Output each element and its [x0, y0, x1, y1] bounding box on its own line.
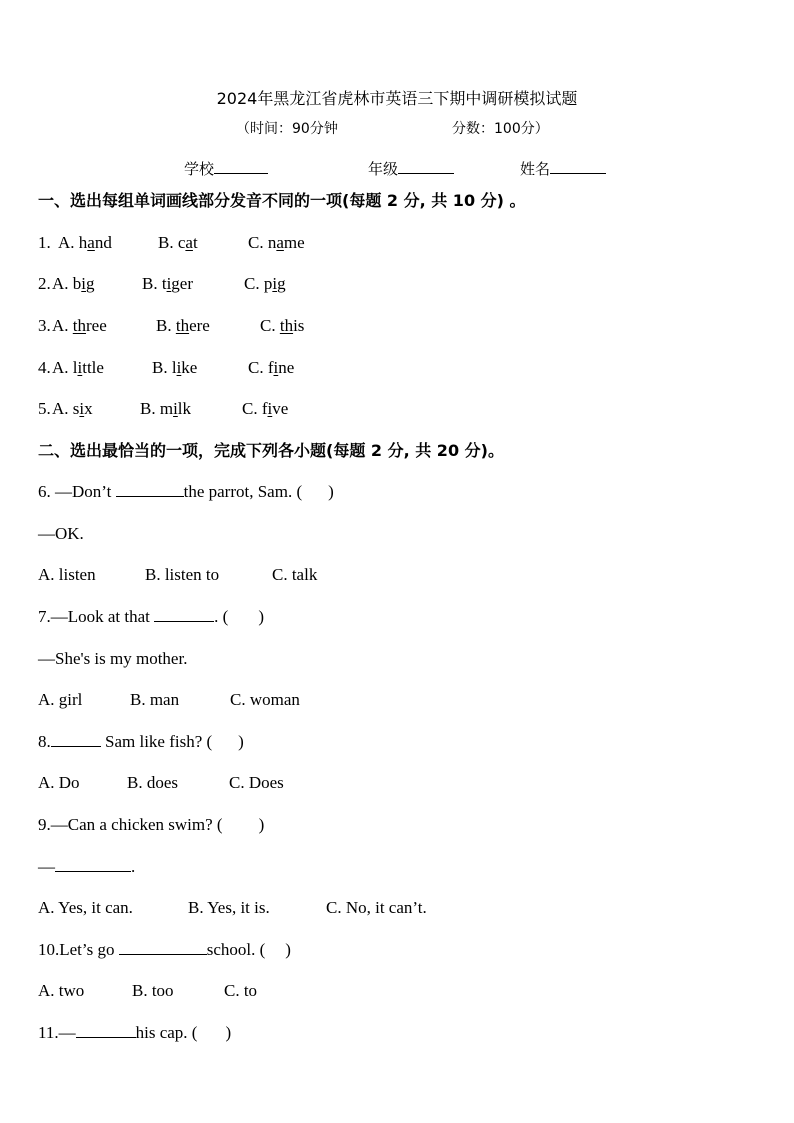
- question-2: [38, 273, 286, 295]
- question-8: 8. Sam like fish? ( ): [38, 732, 244, 751]
- question-number: 1.: [38, 233, 51, 252]
- grade-label: 年级: [368, 160, 399, 178]
- option-b[interactable]: B. does: [127, 773, 178, 792]
- grade-field[interactable]: [368, 158, 454, 179]
- option-b[interactable]: B. milk: [140, 399, 192, 418]
- option-c[interactable]: C. to: [224, 981, 258, 1000]
- option-b[interactable]: B. man: [130, 690, 180, 709]
- question-stem: 7.—Look at that: [38, 607, 155, 626]
- question-6: 6. —Don’t the parrot, Sam. ( ): [38, 482, 334, 501]
- answer-blank[interactable]: [55, 857, 131, 872]
- name-field[interactable]: [520, 158, 606, 179]
- question-number: 4.: [38, 358, 51, 377]
- option-a[interactable]: A. big: [52, 274, 95, 293]
- answer-blank[interactable]: [119, 940, 207, 955]
- question-6-reply: —OK.: [38, 524, 84, 543]
- question-10: 10.Let’s go school. ( ): [38, 940, 291, 959]
- option-c[interactable]: C. five: [242, 399, 289, 418]
- option-a[interactable]: A. two: [38, 981, 85, 1000]
- option-a[interactable]: A. girl: [38, 690, 83, 709]
- option-a[interactable]: A. listen: [38, 565, 96, 584]
- option-b[interactable]: B. listen to: [145, 565, 220, 584]
- option-a[interactable]: A. Do: [38, 773, 80, 792]
- option-c[interactable]: C. No, it can’t.: [326, 898, 427, 917]
- question-9-reply: — .: [38, 857, 136, 876]
- answer-blank[interactable]: [51, 732, 101, 747]
- question-1: [38, 232, 305, 254]
- question-number: 3.: [38, 316, 51, 335]
- option-a[interactable]: A. Yes, it can.: [38, 898, 133, 917]
- option-a[interactable]: A. six: [52, 399, 93, 418]
- grade-blank[interactable]: [398, 159, 454, 174]
- option-c[interactable]: C. this: [260, 316, 305, 335]
- option-c[interactable]: C. woman: [230, 690, 300, 709]
- question-stem: 8.: [38, 732, 51, 751]
- score-info: 分数：100分）: [452, 121, 549, 137]
- question-7: 7.—Look at that . ( ): [38, 607, 264, 626]
- option-b[interactable]: B. there: [156, 316, 210, 335]
- option-a[interactable]: A. hand: [58, 233, 112, 252]
- option-b[interactable]: B. cat: [158, 233, 198, 252]
- school-label: 学校: [184, 160, 215, 178]
- answer-blank[interactable]: [76, 1023, 136, 1038]
- question-stem: 11.—: [38, 1023, 76, 1042]
- option-c[interactable]: C. name: [248, 233, 305, 252]
- answer-blank[interactable]: [154, 607, 214, 622]
- option-c[interactable]: C. Does: [229, 773, 284, 792]
- exam-title: 2024年黑龙江省虎林市英语三下期中调研模拟试题: [216, 89, 578, 108]
- question-stem: 10.Let’s go: [38, 940, 119, 959]
- option-c[interactable]: C. fine: [248, 358, 295, 377]
- question-stem: 9.—Can a chicken swim? (: [38, 815, 223, 834]
- question-4: [38, 357, 295, 379]
- question-number: 5.: [38, 399, 51, 418]
- option-b[interactable]: B. Yes, it is.: [188, 898, 270, 917]
- name-label: 姓名: [520, 160, 551, 178]
- time-info: （时间：90分钟: [236, 121, 338, 137]
- question-5: [38, 398, 289, 420]
- answer-blank[interactable]: [116, 482, 184, 497]
- section1-heading: 一、选出每组单词画线部分发音不同的一项(每题 2 分, 共 10 分) 。: [38, 191, 526, 210]
- option-a[interactable]: A. three: [52, 316, 107, 335]
- option-c[interactable]: C. talk: [272, 565, 318, 584]
- question-number: 2.: [38, 274, 51, 293]
- option-c[interactable]: C. pig: [244, 274, 286, 293]
- question-stem: 6. —Don’t: [38, 482, 116, 501]
- option-b[interactable]: B. like: [152, 358, 198, 377]
- question-11: 11.— his cap. ( ): [38, 1023, 232, 1042]
- option-a[interactable]: A. little: [52, 358, 104, 377]
- question-3: [38, 315, 305, 337]
- section2-heading: 二、选出最恰当的一项，完成下列各小题(每题 2 分, 共 20 分)。: [38, 441, 504, 460]
- school-field[interactable]: [184, 158, 268, 179]
- question-7-reply: —She's is my mother.: [38, 649, 188, 668]
- question-9: 9.—Can a chicken swim? ( ): [38, 815, 265, 834]
- option-b[interactable]: B. tiger: [142, 274, 194, 293]
- option-b[interactable]: B. too: [132, 981, 174, 1000]
- name-blank[interactable]: [550, 159, 606, 174]
- school-blank[interactable]: [214, 159, 268, 174]
